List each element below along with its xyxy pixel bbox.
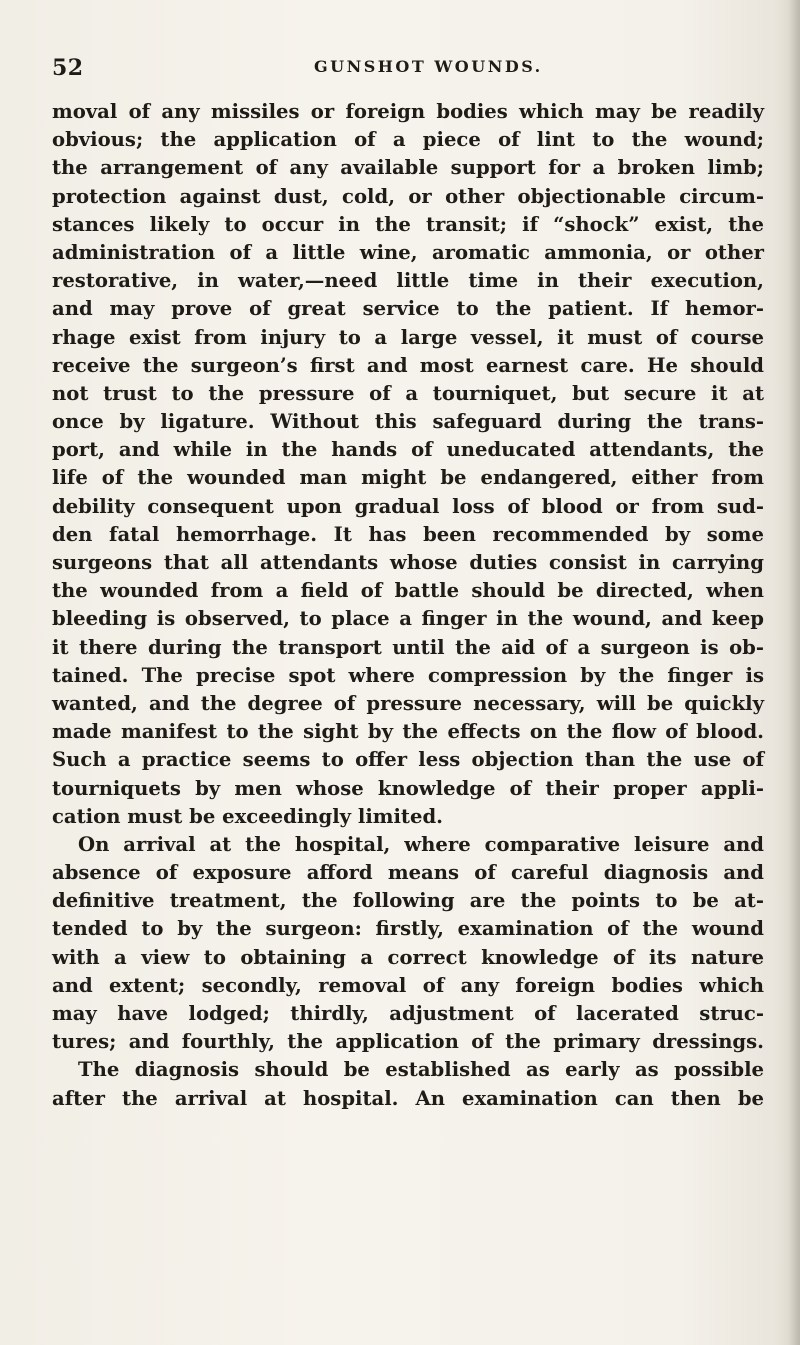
text-line: Such a practice seems to offer less objection than the use of — [52, 748, 764, 772]
text-line: obvious; the application of a piece of lint to the wound; — [52, 128, 764, 152]
text-line: made manifest to the sight by the effects on the flow of blood. — [52, 720, 764, 744]
body-text — [52, 98, 764, 1113]
text-line: tended to by the surgeon: firstly, examination of the wound — [52, 917, 764, 941]
text-line: moval of any missiles or foreign bodies which may be readily — [52, 100, 764, 123]
paragraph-end-line: cation must be exceedingly limited. — [52, 804, 443, 828]
text-line: stances likely to occur in the transit; if “shock” exist, the — [52, 212, 764, 236]
text-line: definitive treatment, the following are the points to be at- — [52, 889, 764, 913]
text-line: life of the wounded man might be endangered, either from — [52, 466, 764, 490]
text-line: and extent; secondly, removal of any foreign bodies which — [52, 973, 764, 997]
text-line: not trust to the pressure of a tourniquet, but secure it at — [52, 381, 764, 405]
text-line: debility consequent upon gradual loss of blood or from sud- — [52, 494, 764, 518]
text-line: tures; and fourthly, the application of the primary dressings. — [52, 1030, 764, 1054]
text-line: after the arrival at hospital. An examination can then be — [52, 1086, 764, 1110]
text-line: receive the surgeon’s first and most earnest care. He should — [52, 353, 764, 377]
text-line: den fatal hemorrhage. It has been recommended by some — [52, 522, 764, 546]
text-line: port, and while in the hands of uneducated attendants, the — [52, 438, 764, 462]
paragraph-start-line: On arrival at the hospital, where comparative leisure and — [78, 832, 764, 856]
text-line: with a view to obtaining a correct knowledge of its nature — [52, 945, 764, 969]
text-line: the wounded from a field of battle should be directed, when — [52, 579, 764, 603]
text-line: wanted, and the degree of pressure necessary, will be quickly — [52, 691, 764, 715]
page-edge-shadow — [788, 0, 800, 1345]
text-line: surgeons that all attendants whose duties consist in carrying — [52, 551, 764, 574]
text-line: restorative, in water,—need little time in their execution, — [52, 269, 764, 293]
page-number: 52 — [52, 55, 84, 81]
text-line: protection against dust, cold, or other objectionable circum- — [52, 184, 764, 208]
text-line: the arrangement of any available support for a broken limb; — [52, 156, 764, 180]
text-line: tained. The precise spot where compression by the finger is — [52, 663, 764, 687]
paragraph-start-line: The diagnosis should be established as early as possible — [78, 1058, 764, 1082]
text-line: bleeding is observed, to place a finger in the wound, and keep — [52, 607, 764, 631]
text-line: once by ligature. Without this safeguard during the trans- — [52, 410, 764, 434]
text-line: may have lodged; thirdly, adjustment of lacerated struc- — [52, 1002, 764, 1025]
text-line: absence of exposure afford means of careful diagnosis and — [52, 861, 764, 885]
text-line: tourniquets by men whose knowledge of their proper appli- — [52, 776, 764, 800]
text-line: rhage exist from injury to a large vessel, it must of course — [52, 325, 764, 349]
running-title: GUNSHOT WOUNDS. — [314, 57, 543, 76]
text-line: it there during the transport until the aid of a surgeon is ob- — [52, 635, 764, 659]
text-line: administration of a little wine, aromatic ammonia, or other — [52, 240, 764, 264]
text-line: and may prove of great service to the patient. If hemor- — [52, 297, 764, 321]
page-header — [52, 55, 752, 83]
